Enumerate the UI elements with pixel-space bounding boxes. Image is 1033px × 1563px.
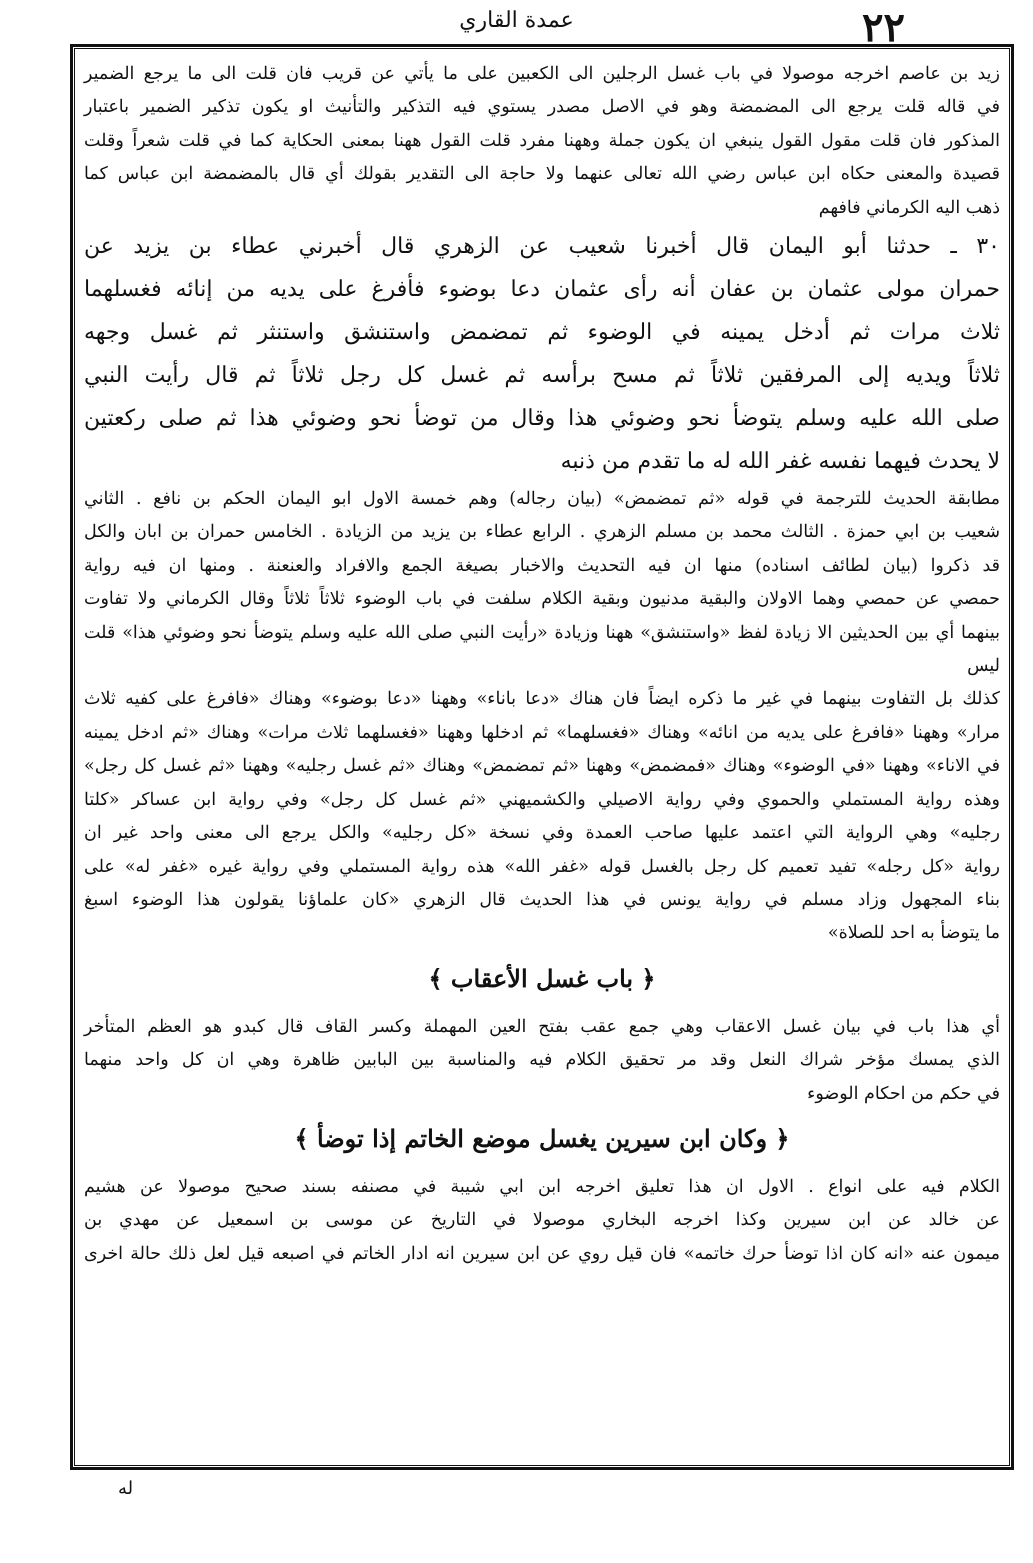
commentary-line: رواية «كل رجله» تفيد تعميم كل رجل بالغسل قوله «غفر الله» هذه رواية المستملي وفي رواية غيره «غفر له» على [84, 856, 1001, 877]
hadith-line: صلى الله عليه وسلم يتوضأ نحو وضوئي هذا وقال من توضأ نحو وضوئي هذا ثم صلى ركعتين [84, 406, 1000, 432]
intro-line: المذكور فان قلت مقول القول ينبغي ان يكون جملة وههنا مفرد قلت القول ههنا بمعنى الحكاية كما في قلت شعراً وقلت [84, 130, 1000, 151]
commentary-line: بناء المجهول وزاد مسلم في رواية يونس في هذا الحديث قال الزهري «كان علماؤنا يقولون هذا الوضوء اسبغ [84, 889, 1000, 910]
commentary-line: في الاناء» وههنا «في الوضوء» وهناك «فمضمض» وههنا «ثم تمضمض» وهناك «ثم غسل رجليه» وههنا «ثم غسل كل رجل» [84, 756, 1000, 777]
commentary-line: ما يتوضأ به احد للصلاة» [827, 923, 1000, 944]
chapter-line: الذي يمسك مؤخر شراك النعل وقد مر تحقيق الكلام فيه والمناسبة بين البابين ظاهرة وهي ان كل واحد منهما [84, 1050, 1000, 1071]
page-body [84, 58, 1000, 1271]
commentary-line: مرار» وههنا «فافرغ على يديه من انائه» وهناك «فغسلهما» ثم ادخلها وههنا «فغسلهما ثلاث مرات» وهناك «ثم ادخل يمينه [84, 722, 1000, 743]
intro-paragraph [84, 58, 1000, 225]
hadith-line: حمران مولى عثمان بن عفان أنه رأى عثمان دعا بوضوء فأفرغ على يديه من إنائه فغسلهما [84, 277, 1000, 303]
intro-line: زيد بن عاصم اخرجه موصولا في باب غسل الرجلين الى الكعبين على ما يأتي عن قريب فان قلت الى ما يرجع الضمير [84, 64, 1000, 84]
chapter-line: أي هذا باب في بيان غسل الاعقاب وهي جمع عقب بفتح العين المهملة وكسر القاف قال كبدو هو العظم المتأخر [84, 1016, 1000, 1037]
athar-line: الكلام فيه على انواع . الاول ان هذا تعليق اخرجه ابن ابي شيبة في مصنفه بسند صحيح موصولا عن هشيم [84, 1176, 1000, 1197]
chapter-heading: ﴿ باب غسل الأعقاب ﴾ [428, 963, 656, 993]
athar-line: ميمون عنه «انه كان اذا توضأ حرك خاتمه» فان قيل روي عن ابن سيرين انه ادار الخاتم في اصبعه قيل لعل ذلك حالة اخرى [84, 1243, 1000, 1264]
hadith-line: ٣٠ ـ حدثنا أبو اليمان قال أخبرنا شعيب عن الزهري قال أخبرني عطاء بن يزيد عن [84, 234, 1000, 260]
page-number: ٢٢ [862, 4, 905, 51]
hadith-line: ثلاثاً ويديه إلى المرفقين ثلاثاً ثم مسح برأسه ثم غسل كل رجل ثلاثاً ثم قال رأيت النبي [84, 363, 1000, 389]
commentary-line: حمصي عن حمصي وهما الاولان والبقية مدنيون وبقية الكلام سلفت في باب الوضوء ثلاثاً ثلاثاً وقال الكرماني ولا تفاوت [84, 589, 1000, 610]
commentary-line: مطابقة الحديث للترجمة في قوله «ثم تمضمض» (بيان رجاله) وهم خمسة الاول ابو اليمان الحكم بن نافع . الثاني [84, 489, 1000, 510]
footer-signature: له [118, 1478, 134, 1499]
commentary-line: كذلك بل التفاوت بينهما في غير ما ذكره ايضاً فان هناك «دعا باناء» وههنا «دعا بوضوء» وهناك «فافرغ على كفيه ثلاث [84, 689, 1000, 710]
running-title: عمدة القاري [459, 8, 574, 33]
chapter-paragraph [84, 1011, 1000, 1111]
hadith-text [84, 225, 1000, 483]
commentary-line: بينهما أي بين الحديثين الا زيادة لفظ «واستنشق» ههنا وزيادة «رأيت النبي صلى الله عليه وسلم يتوضأ نحو وضوئي هذا» قلت ليس [84, 622, 1000, 677]
commentary-line: وهذه رواية المستملي والحموي وفي رواية الاصيلي والكشميهني «ثم غسل كل رجل» وفي رواية ابن عساكر «كلتا [84, 789, 1000, 810]
commentary-line: رجليه» وهي الرواية التي اعتمد عليها صاحب العمدة وفي نسخة «كل رجليه» والكل يرجع الى معنى واحد غير ان [84, 823, 1000, 844]
intro-line: ذهب اليه الكرماني فافهم [818, 197, 1000, 218]
commentary-line: شعيب بن ابي حمزة . الثالث محمد بن مسلم الزهري . الرابع عطاء بن يزيد من الزيادة . الخامس حمران بن ابان والكل [84, 522, 1000, 543]
commentary-paragraph [84, 483, 1000, 951]
athar-heading: ﴿ وكان ابن سيرين يغسل موضع الخاتم إذا توضأ ﴾ [294, 1123, 790, 1153]
athar-paragraph [84, 1171, 1000, 1271]
hadith-line: لا يحدث فيهما نفسه غفر الله له ما تقدم من ذنبه [560, 449, 1000, 475]
hadith-line: ثلاث مرات ثم أدخل يمينه في الوضوء ثم تمضمض واستنشق واستنثر ثم غسل وجهه [84, 320, 1000, 346]
intro-line: في قاله قلت يرجع الى المضمضة وهو في الاصل مصدر يستوي فيه التذكير والتأنيث او يكون تذكير الضمير باعتبار [84, 97, 1000, 118]
chapter-line: في حكم من احكام الوضوء [807, 1083, 1000, 1104]
commentary-line: قد ذكروا (بيان لطائف اسناده) منها ان فيه التحديث والاخبار بصيغة الجمع والافراد والعنعنة . ومنها ان فيه رواية [84, 555, 1000, 576]
intro-line: قصيدة والمعنى حكاه ابن عباس رضي الله تعالى عنهما ولا حاجة الى التقدير بقولك أي قال بالمضمضة ابن عباس كما [84, 164, 1000, 185]
athar-line: عن خالد عن ابن سيرين وكذا اخرجه البخاري موصولا في التاريخ عن موسى بن اسمعيل عن مهدي بن [84, 1210, 1000, 1231]
